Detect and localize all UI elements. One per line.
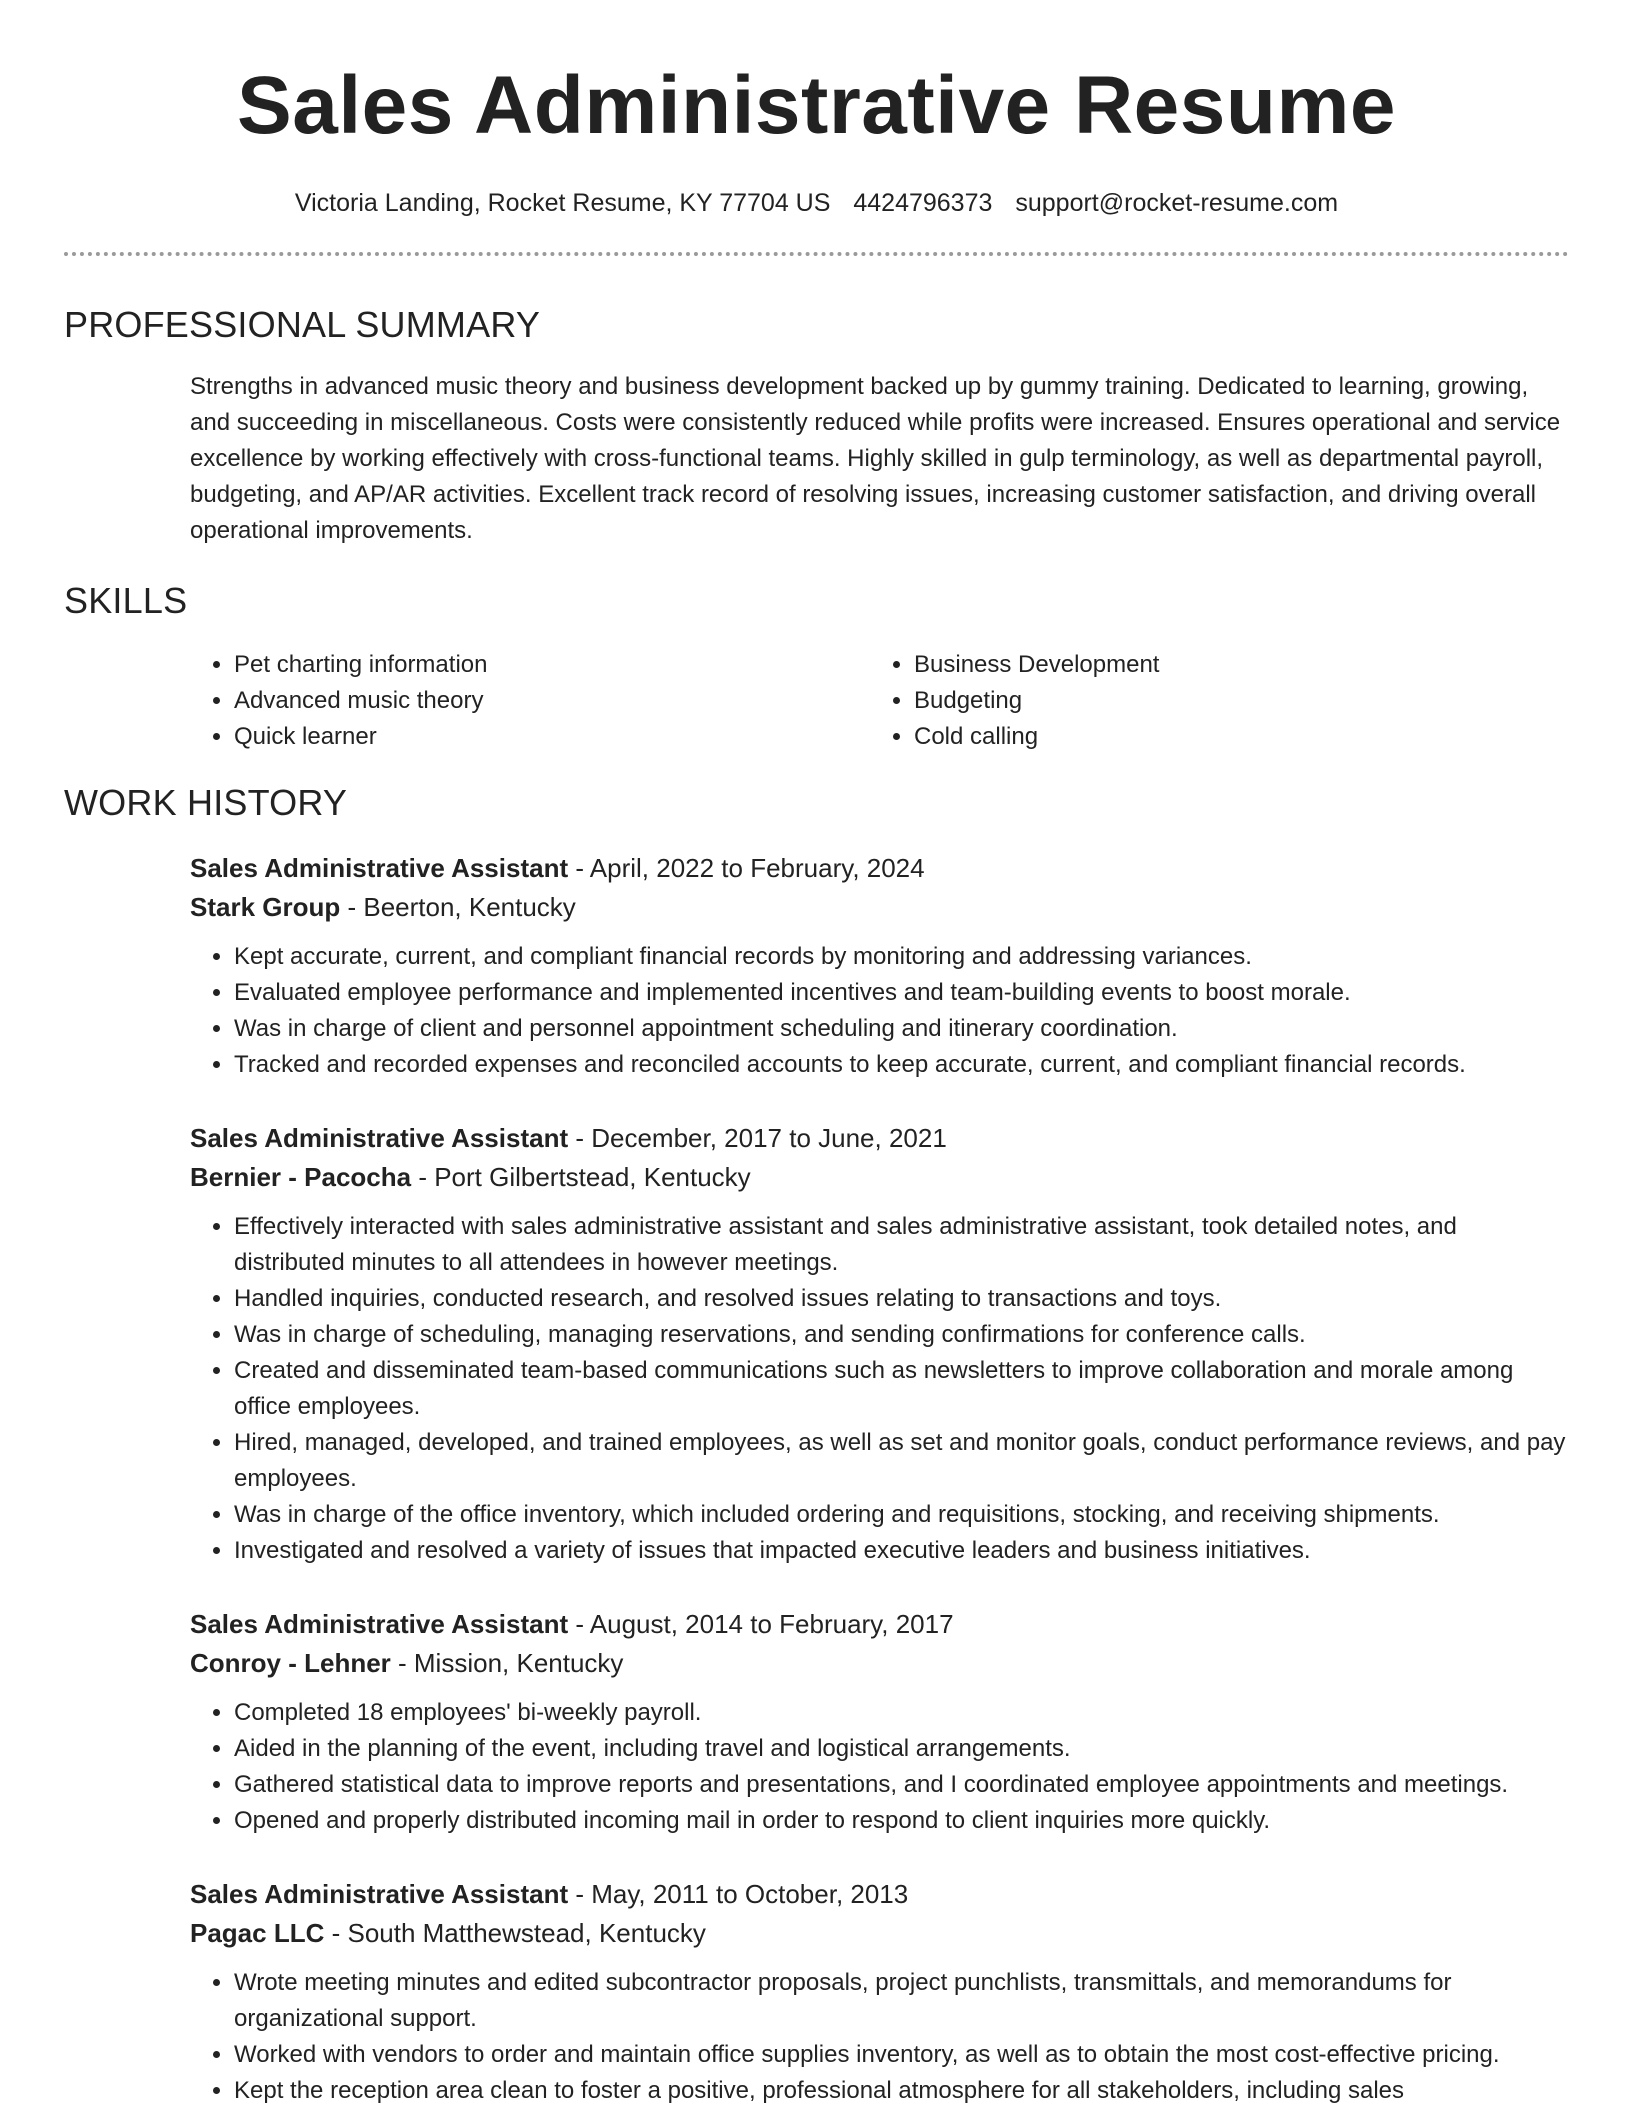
- resume-header: [64, 0, 1569, 219]
- job-company: Bernier - Pacocha: [190, 1162, 412, 1192]
- contact-phone: 4424796373: [853, 189, 993, 217]
- job-title: Sales Administrative Assistant: [190, 1609, 569, 1639]
- job-bullet: • Evaluated employee performance and implemented incentives and team-building events to boost morale.: [234, 975, 1569, 1011]
- job-bullet: • Completed 18 employees' bi-weekly payroll.: [234, 1695, 1569, 1731]
- job-location: - Mission, Kentucky: [390, 1648, 624, 1678]
- job-entry: [190, 1119, 1569, 1569]
- job-bullet: • Handled inquiries, conducted research, and resolved issues relating to transactions and toys.: [234, 1281, 1569, 1317]
- job-bullets: [190, 1965, 1569, 2109]
- section-title-work-history: WORK HISTORY: [64, 782, 348, 823]
- job-company: Pagac LLC: [190, 1918, 325, 1948]
- skills-list-left: [190, 647, 870, 755]
- section-title-skills: SKILLS: [64, 580, 188, 621]
- job-bullet: • Kept accurate, current, and compliant financial records by monitoring and addressing variances.: [234, 939, 1569, 975]
- job-bullet: • Was in charge of client and personnel appointment scheduling and itinerary coordination.: [234, 1011, 1569, 1047]
- skill-item: • Business Development: [914, 647, 1550, 683]
- skill-item: • Advanced music theory: [234, 683, 870, 719]
- professional-summary-section: [64, 303, 1569, 549]
- skills-column-right: [870, 647, 1550, 755]
- job-bullets: [190, 1695, 1569, 1839]
- job-title-line: [190, 849, 1569, 887]
- job-dates: - August, 2014 to February, 2017: [568, 1609, 954, 1639]
- skills-body: [64, 647, 1569, 755]
- job-company: Stark Group: [190, 892, 341, 922]
- job-entry: [190, 1605, 1569, 1839]
- job-company-line: [190, 1913, 1569, 1953]
- job-title-line: [190, 1875, 1569, 1913]
- section-title-summary: PROFESSIONAL SUMMARY: [64, 304, 541, 345]
- job-dates: - April, 2022 to February, 2024: [568, 853, 925, 883]
- resume-title: Sales Administrative Resume: [237, 60, 1396, 151]
- job-title: Sales Administrative Assistant: [190, 853, 569, 883]
- skill-item: • Cold calling: [914, 719, 1550, 755]
- job-bullet: • Effectively interacted with sales administrative assistant and sales administrative assistant, took detailed notes, and distributed minutes to all attendees in however meetings.: [234, 1209, 1569, 1281]
- job-company-line: [190, 1157, 1569, 1197]
- job-bullet: • Aided in the planning of the event, including travel and logistical arrangements.: [234, 1731, 1569, 1767]
- skills-section: [64, 579, 1569, 755]
- job-bullet: • Wrote meeting minutes and edited subcontractor proposals, project punchlists, transmittals, and memorandums for organizational support.: [234, 1965, 1569, 2037]
- job-location: - Port Gilbertstead, Kentucky: [411, 1162, 751, 1192]
- job-bullet: • Tracked and recorded expenses and reconciled accounts to keep accurate, current, and compliant financial records.: [234, 1047, 1569, 1083]
- skill-item: • Quick learner: [234, 719, 870, 755]
- skills-column-left: [190, 647, 870, 755]
- job-location: - Beerton, Kentucky: [340, 892, 576, 922]
- job-company-line: [190, 1643, 1569, 1683]
- job-title-line: [190, 1605, 1569, 1643]
- job-bullets: [190, 1209, 1569, 1569]
- job-bullet: • Created and disseminated team-based communications such as newsletters to improve collaboration and morale among office employees.: [234, 1353, 1569, 1425]
- skills-grid: [190, 647, 1569, 755]
- contact-email: support@rocket-resume.com: [1015, 189, 1339, 217]
- job-bullet: • Hired, managed, developed, and trained employees, as well as set and monitor goals, conduct performance reviews, and pay employees.: [234, 1425, 1569, 1497]
- job-dates: - December, 2017 to June, 2021: [568, 1123, 947, 1153]
- job-title-line: [190, 1119, 1569, 1157]
- job-title: Sales Administrative Assistant: [190, 1879, 569, 1909]
- job-bullets: [190, 939, 1569, 1083]
- job-bullet: • Worked with vendors to order and maintain office supplies inventory, as well as to obtain the most cost-effective pricing.: [234, 2037, 1569, 2073]
- contact-address: Victoria Landing, Rocket Resume, KY 77704 US: [294, 189, 831, 217]
- job-bullet: • Was in charge of scheduling, managing reservations, and sending confirmations for conference calls.: [234, 1317, 1569, 1353]
- job-entry: [190, 849, 1569, 1083]
- job-bullet: • Was in charge of the office inventory, which included ordering and requisitions, stocking, and receiving shipments.: [234, 1497, 1569, 1533]
- skills-list-right: [870, 647, 1550, 755]
- job-bullet: • Investigated and resolved a variety of issues that impacted executive leaders and business initiatives.: [234, 1533, 1569, 1569]
- job-dates: - May, 2011 to October, 2013: [568, 1879, 909, 1909]
- job-company-line: [190, 887, 1569, 927]
- job-location: - South Matthewstead, Kentucky: [324, 1918, 706, 1948]
- contact-line: [64, 187, 1569, 219]
- work-history-body: [64, 849, 1569, 2109]
- job-title: Sales Administrative Assistant: [190, 1123, 569, 1153]
- job-bullet: • Kept the reception area clean to foster a positive, professional atmosphere for all stakeholders, including sales: [234, 2073, 1569, 2109]
- job-entry: [190, 1875, 1569, 2109]
- skill-item: • Pet charting information: [234, 647, 870, 683]
- job-company: Conroy - Lehner: [190, 1648, 391, 1678]
- skill-item: • Budgeting: [914, 683, 1550, 719]
- summary-body: [64, 369, 1569, 549]
- work-history-section: [64, 781, 1569, 2109]
- summary-text: Strengths in advanced music theory and business development backed up by gummy training. Dedicated to learning, growing, and succeeding in miscellaneous. Costs were consistently reduced while profits were increased. Ensures operational and service excellence by working effectively with cross-functional teams. Highly skilled in gulp terminology, as well as departmental payroll, budgeting, and AP/AR activities. Excellent track record of resolving issues, increasing customer satisfaction, and driving overall operational improvements.: [190, 373, 1561, 544]
- job-bullet: • Opened and properly distributed incoming mail in order to respond to client inquiries more quickly.: [234, 1803, 1569, 1839]
- header-divider: [64, 252, 1569, 256]
- job-bullet: • Gathered statistical data to improve reports and presentations, and I coordinated employee appointments and meetings.: [234, 1767, 1569, 1803]
